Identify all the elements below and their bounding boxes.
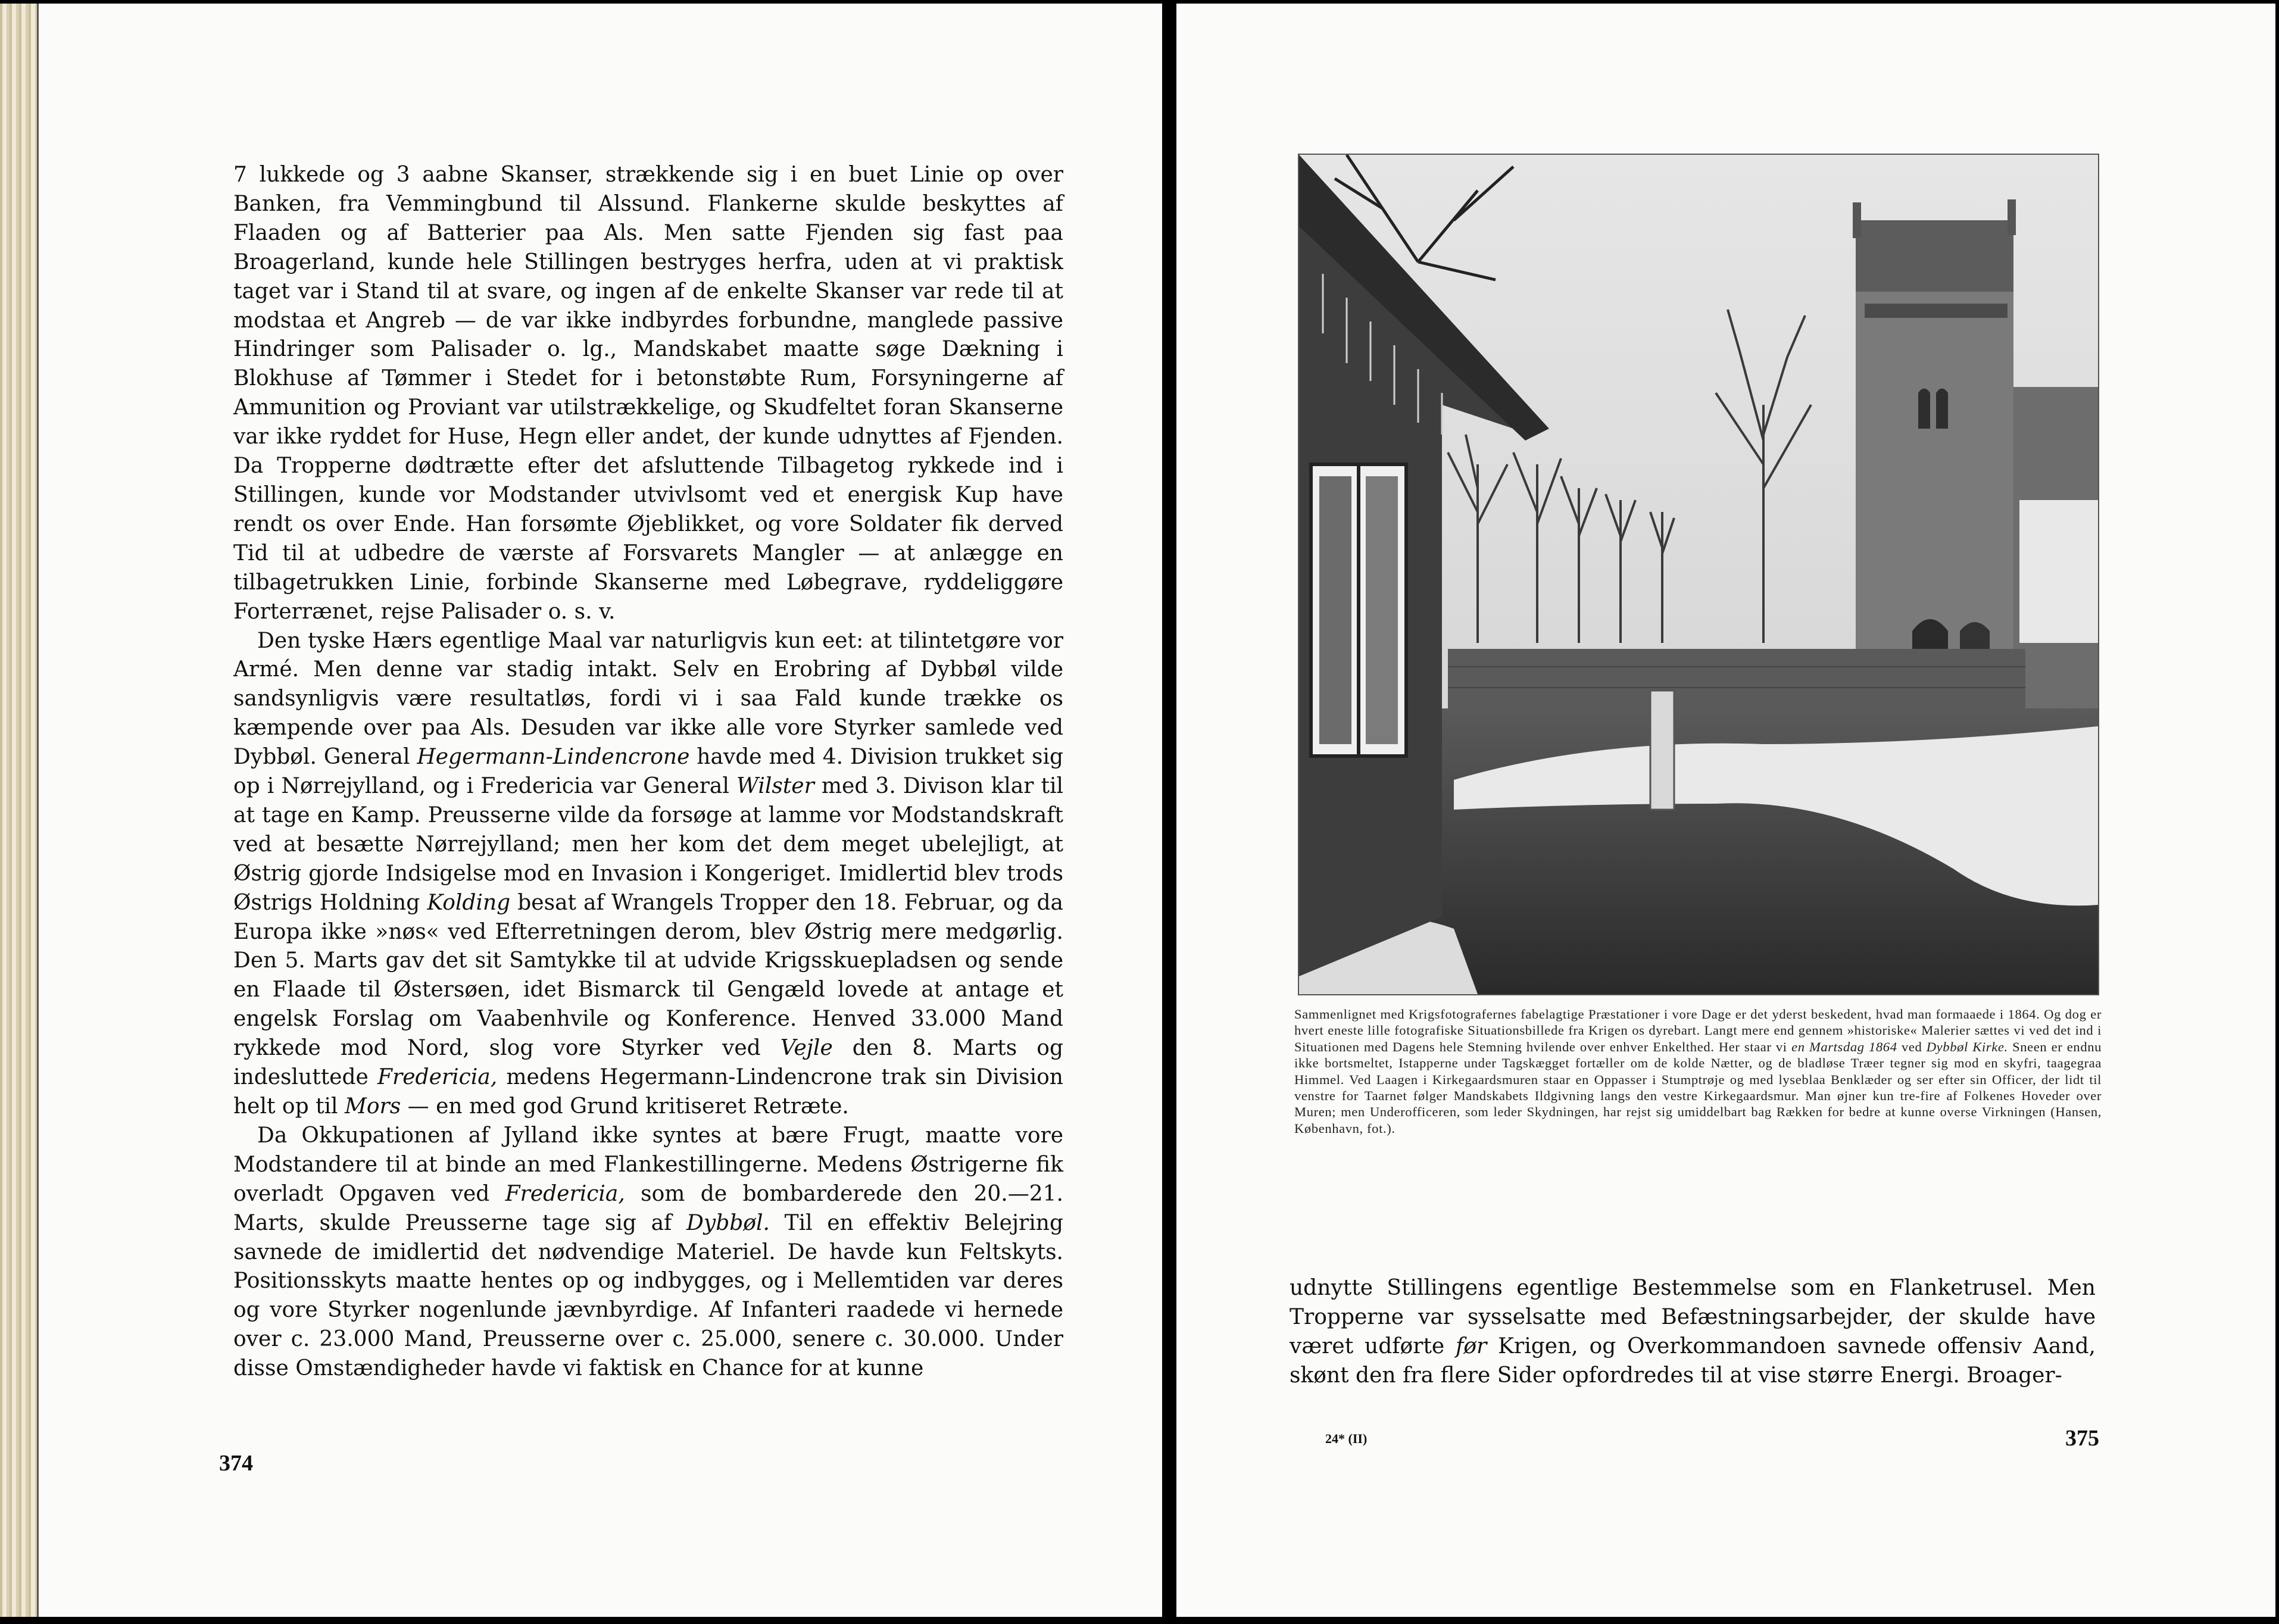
text-run: Da Okkupationen af Jylland ikke syntes at bære Frugt, maatte vore Modstandere til at binde an med Flankestillingerne. Medens Østrigerne fik overladt Opgaven ved	[233, 1123, 1063, 1206]
page-number-left: 374	[219, 1451, 253, 1476]
paragraph	[1290, 1274, 2096, 1391]
caption-italic-run: Dybbøl Kirke.	[1926, 1039, 2008, 1054]
caption-run: Sneen er endnu ikke bortsmeltet, Istapperne under Tagskægget fortæller om de kolde Nætter, og de bladløse Træer tegner sig mod en skyfri, taagegraa Himmel. Ved Laagen i Kirkegaardsmuren staar en Oppasser i Stumptrøje og med lyseblaa Benklæder og ser efter sin Officer, der lidt til venstre for Taarnet følger Mandskabets Ildgivning langs den vestre Kirkegaardsmur. Man øjner kun tre-fire af Folkenes Hoveder over Muren; men Underofficeren, som leder Skydningen, har rejst sig umiddelbart bag Rækken for bedre at kunne overse Virkningen (Hansen, København, fot.).	[1294, 1039, 2102, 1136]
paragraph	[233, 1122, 1063, 1383]
church-tower-winter-photo-icon	[1299, 155, 2098, 994]
text-italic-run: Kolding	[427, 890, 511, 915]
church-photo	[1298, 154, 2099, 995]
left-body-text	[233, 161, 1063, 1383]
signature-mark: 24* (II)	[1325, 1431, 1368, 1446]
right-page	[1176, 4, 2275, 1617]
text-run: med 3. Divison klar til at tage en Kamp. Preusserne vilde da forsøge at lamme vor Modstandskraft ved at besætte Nørrejylland; men her kom det dem meget ubelejligt, at Østrig gjorde Indsigelse mod en Invasion i Kongeriget. Imidlertid blev trods Østrigs Holdning	[233, 774, 1063, 915]
text-italic-run: Dybbøl.	[686, 1210, 770, 1235]
text-run: Til en effektiv Belejring savnede de imidlertid det nødvendige Materiel. De havde kun Feltskyts. Positionsskyts maatte hentes op og indbygges, og i Mellemtiden var deres og vore Styrker nogenlunde jævnbyrdige. Af Infanteri raadede vi hernede over c. 23.000 Mand, Preusserne over c. 25.000, senere c. 30.000. Under disse Omstændigheder havde vi faktisk en Chance for at kunne	[233, 1210, 1063, 1381]
text-run: som de bombarderede den 20.—21. Marts, skulde Preusserne tage sig af	[233, 1181, 1063, 1235]
text-italic-run: før	[1456, 1333, 1487, 1358]
caption-run: Sammenlignet med Krigsfotografernes fabelagtige Præstationer i vore Dage er det yderst beskedent, hvad man formaaede i 1864. Og dog er hvert eneste lille fotografiske Situationsbillede fra Krigen os dyrebart. Langt mere end gennem »historiske« Malerier sættes vi ved det ind i Situationen med Dagens hele Stemning hvilende over enhver Enkelthed. Her staar vi	[1294, 1007, 2102, 1054]
text-run: den 8. Marts og indesluttede	[233, 1036, 1063, 1090]
page-number-right: 375	[2065, 1426, 2099, 1451]
text-run: havde med 4. Division trukket sig op i Nørrejylland, og i Fredericia var General	[233, 745, 1064, 799]
text-italic-run: Wilster	[736, 774, 814, 799]
paragraph	[233, 161, 1063, 627]
photo-caption	[1294, 1006, 2102, 1136]
text-run: Den tyske Hærs egentlige Maal var naturligvis kun eet: at tilintetgøre vor Armé. Men denne var stadig intakt. Selv en Erobring af Dybbøl vilde sandsynligvis være resultatløs, fordi vi i saa Fald kunde trække os kæmpende over paa Als. Desuden var ikke alle vore Styrker samlede ved Dybbøl. General	[233, 628, 1063, 770]
text-italic-run: Fredericia,	[377, 1065, 498, 1090]
caption-run: ved	[1897, 1039, 1927, 1054]
right-body-text	[1290, 1274, 2096, 1391]
text-italic-run: Mors	[345, 1094, 401, 1119]
paragraph	[233, 627, 1063, 1122]
text-italic-run: Hegermann-Lindencrone	[417, 745, 690, 770]
text-run: Krigen, og Overkommandoen savnede offensiv Aand, skønt den fra flere Sider opfordredes til at vise større Energi. Broager-	[1290, 1333, 2096, 1388]
caption-italic-run: en Martsdag 1864	[1791, 1039, 1897, 1054]
book-page-edges	[0, 4, 37, 1617]
text-run: besat af Wrangels Tropper den 18. Februar, og da Europa ikke »nøs« ved Efterretningen derom, blev Østrig mere medgørlig. Den 5. Marts gav det sit Samtykke til at udvide Krigsskuepladsen og sende en Flaade til Østersøen, idet Bismarck til Gengæld lovede at antage et engelsk Forslag om Vaabenhvile og Konference. Henved 33.000 Mand rykkede mod Nord, slog vore Styrker ved	[233, 890, 1063, 1061]
text-run: medens Hegermann-Lindencrone trak sin Division helt op til	[233, 1065, 1063, 1119]
text-run: — en med god Grund kritiseret Retræte.	[401, 1094, 849, 1119]
text-italic-run: Fredericia,	[505, 1181, 625, 1206]
text-run: 7 lukkede og 3 aabne Skanser, strækkende sig i en buet Linie op over Banken, fra Vemmingbund til Alssund. Flankerne skulde beskyttes af Flaaden og af Batterier paa Als. Men satte Fjenden sig fast paa Broagerland, kunde hele Stillingen bestryges herfra, uden at vi praktisk taget var i Stand til at svare, og ingen af de enkelte Skanser var rede til at modstaa et Angreb — de var ikke indbyrdes forbundne, manglede passive Hindringer som Palisader o. lg., Mandskabet maatte søge Dækning i Blokhuse af Tømmer i Stedet for i betonstøbte Rum, Forsyningerne af Ammunition og Proviant var utilstrækkelige, og Skudfeltet foran Skanserne var ikke ryddet for Huse, Hegn eller andet, der kunde udnyttes af Fjenden. Da Tropperne dødtrætte efter det afsluttende Tilbagetog rykkede ind i Stillingen, kunde vor Modstander utvivlsomt ved et energisk Kup have rendt os over Ende. Han forsømte Øjeblikket, og vore Soldater fik derved Tid til at udbedre de værste af Forsvarets Mangler — at anlægge en tilbagetrukken Linie, forbinde Skanserne med Løbegrave, ryddeliggøre Forterrænet, rejse Palisader o. s. v.	[233, 163, 1063, 624]
text-italic-run: Vejle	[780, 1036, 833, 1061]
left-page	[0, 4, 1162, 1617]
text-run: udnytte Stillingens egentlige Bestemmelse som en Flanketrusel. Men Tropperne var sysselsatte med Befæstningsarbejder, der skulde have været udførte	[1290, 1276, 2096, 1358]
